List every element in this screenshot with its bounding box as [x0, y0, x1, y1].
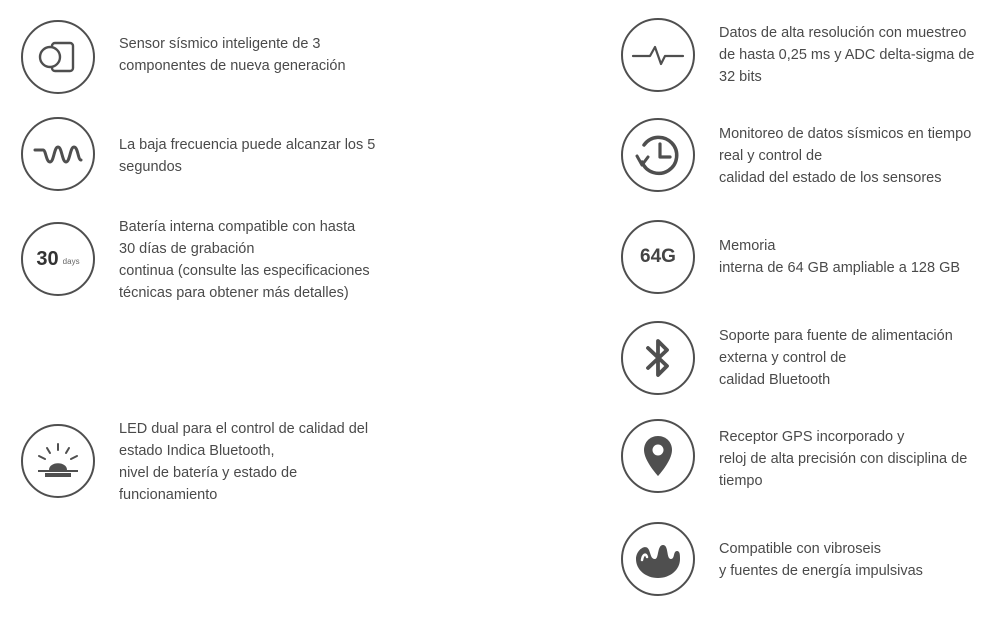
pulse-icon — [621, 18, 695, 92]
memory-label: 64G — [640, 246, 676, 267]
gps-pin-icon — [621, 419, 695, 493]
feature-text: Sensor sísmico inteligente de 3 componentes de nueva generación — [119, 36, 346, 74]
led-alarm-icon — [21, 424, 95, 498]
feature-text: Batería interna compatible con hasta 30 días de grabación continua (consulte las especificaciones técnicas para obtener más detalles) — [119, 219, 370, 301]
feature-text: Receptor GPS incorporado y reloj de alta precisión con disciplina de tiempo — [719, 429, 968, 489]
memory-icon — [621, 220, 695, 294]
feature-text: LED dual para el control de calidad del estado Indica Bluetooth, nivel de batería y estado de funcionamiento — [119, 421, 369, 503]
bluetooth-icon — [621, 321, 695, 395]
battery-days-icon — [21, 222, 95, 296]
vibroseis-icon — [621, 522, 695, 596]
battery-days-unit: days — [62, 256, 80, 266]
feature-text: Monitoreo de datos sísmicos en tiempo real y control de calidad del estado de los sensores — [719, 126, 972, 186]
wave-icon — [21, 117, 95, 191]
feature-text: Compatible con vibroseis y fuentes de energía impulsivas — [719, 541, 923, 579]
sensor-icon — [21, 20, 95, 94]
feature-text: Memoria interna de 64 GB ampliable a 128 GB — [719, 238, 961, 276]
clock-history-icon — [621, 118, 695, 192]
battery-days-number: 30 — [36, 247, 59, 270]
feature-text: Soporte para fuente de alimentación externa y control de calidad Bluetooth — [719, 328, 953, 388]
feature-text: Datos de alta resolución con muestreo de hasta 0,25 ms y ADC delta-sigma de 32 bits — [719, 25, 975, 85]
feature-text: La baja frecuencia puede alcanzar los 5 segundos — [119, 137, 376, 175]
